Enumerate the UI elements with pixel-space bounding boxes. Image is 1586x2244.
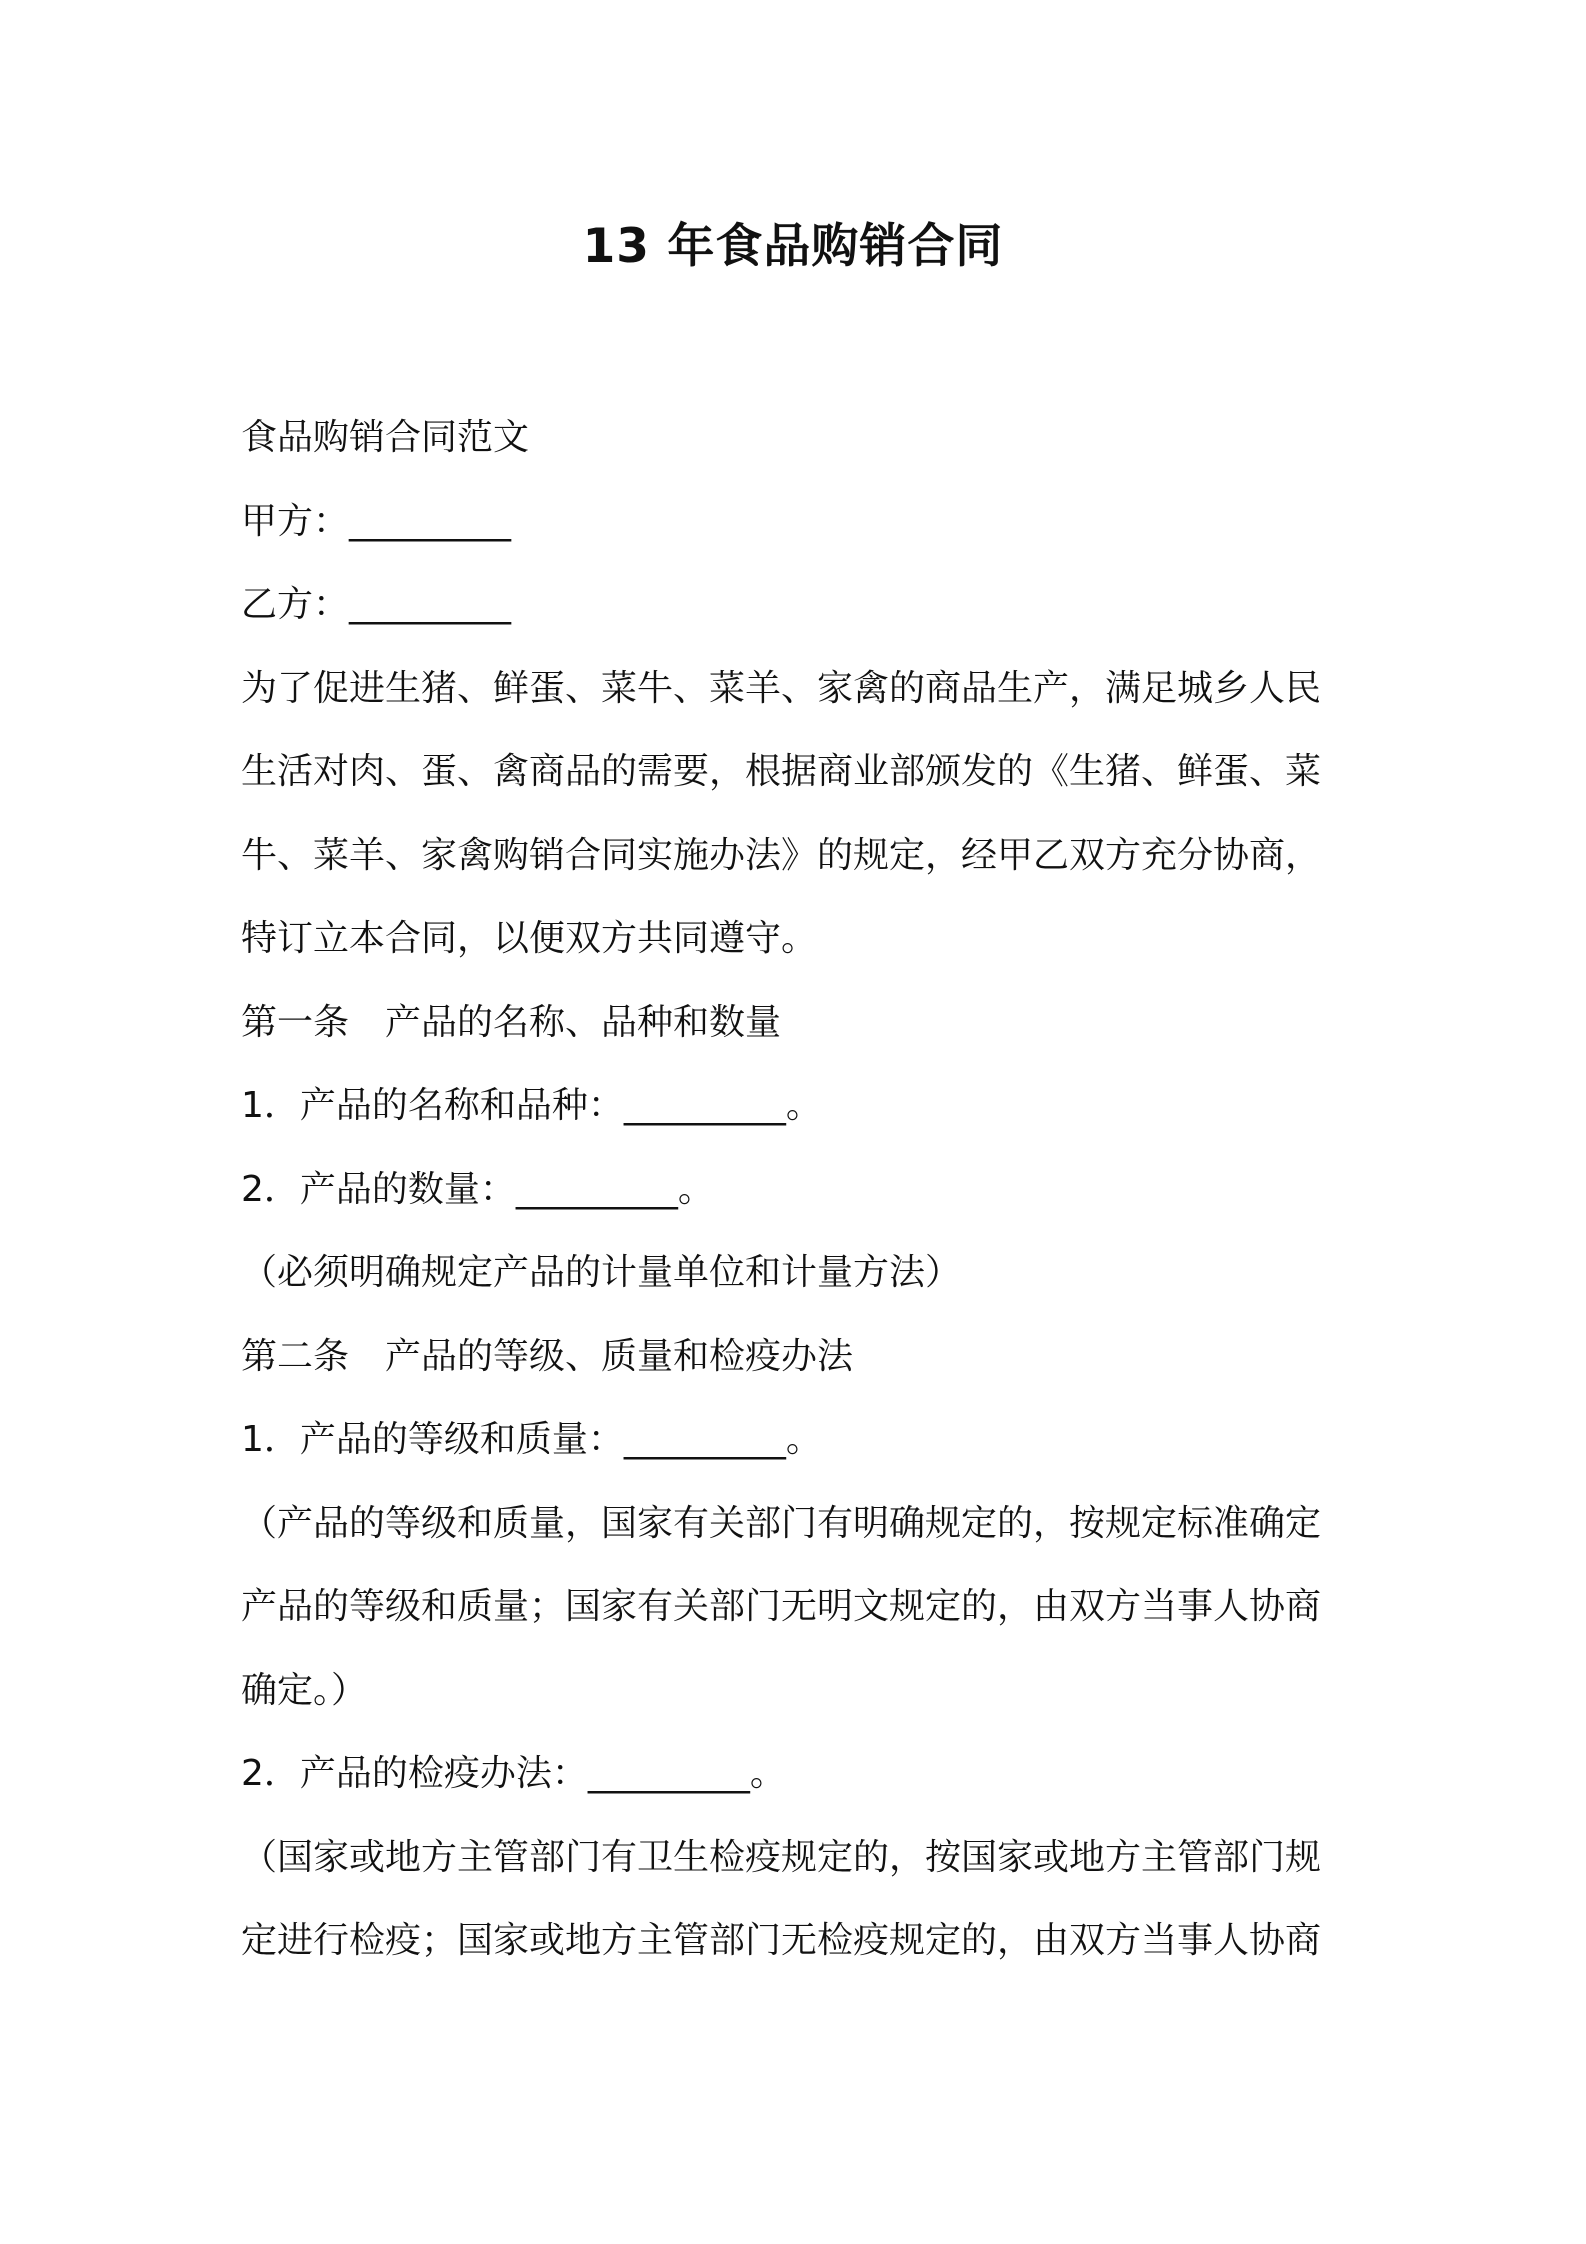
- document-title: 13 年食品购销合同: [582, 219, 1004, 274]
- article-2-item-1: 1．产品的等级和质量：_________。: [241, 1419, 822, 1460]
- article-2-heading: 第二条 产品的等级、质量和检疫办法: [241, 1335, 854, 1377]
- article-1-note: （必须明确规定产品的计量单位和计量方法）: [241, 1252, 962, 1293]
- preamble-line-2: 生活对肉、蛋、禽商品的需要，根据商业部颁发的《生猪、鲜蛋、菜: [241, 751, 1322, 792]
- article-2-note-1-line-3: 确定。）: [241, 1669, 368, 1711]
- article-2-note-1-line-1: （产品的等级和质量，国家有关部门有明确规定的，按规定标准确定: [241, 1502, 1322, 1544]
- article-1-item-1: 1．产品的名称和品种：_________。: [241, 1085, 822, 1126]
- preamble-line-1: 为了促进生猪、鲜蛋、菜牛、菜羊、家禽的商品生产，满足城乡人民: [241, 667, 1322, 709]
- article-2-note-2-line-2: 定进行检疫；国家或地方主管部门无检疫规定的，由双方当事人协商: [241, 1920, 1322, 1961]
- subtitle-line: 食品购销合同范文: [241, 417, 530, 458]
- article-2-note-2-line-1: （国家或地方主管部门有卫生检疫规定的，按国家或地方主管部门规: [241, 1836, 1322, 1878]
- document-body: [241, 396, 1361, 1983]
- article-2-item-2: 2．产品的检疫办法：_________。: [241, 1753, 786, 1794]
- article-1-heading: 第一条 产品的名称、品种和数量: [241, 1001, 782, 1043]
- preamble-line-3: 牛、菜羊、家禽购销合同实施办法》的规定，经甲乙双方充分协商，: [241, 834, 1322, 876]
- preamble-line-4: 特订立本合同，以便双方共同遵守。: [241, 918, 818, 959]
- party-a-line: 甲方：_________: [241, 500, 512, 542]
- party-b-line: 乙方：_________: [241, 584, 512, 625]
- article-1-item-2: 2．产品的数量：_________。: [241, 1168, 714, 1210]
- article-2-note-1-line-2: 产品的等级和质量；国家有关部门无明文规定的，由双方当事人协商: [241, 1586, 1322, 1627]
